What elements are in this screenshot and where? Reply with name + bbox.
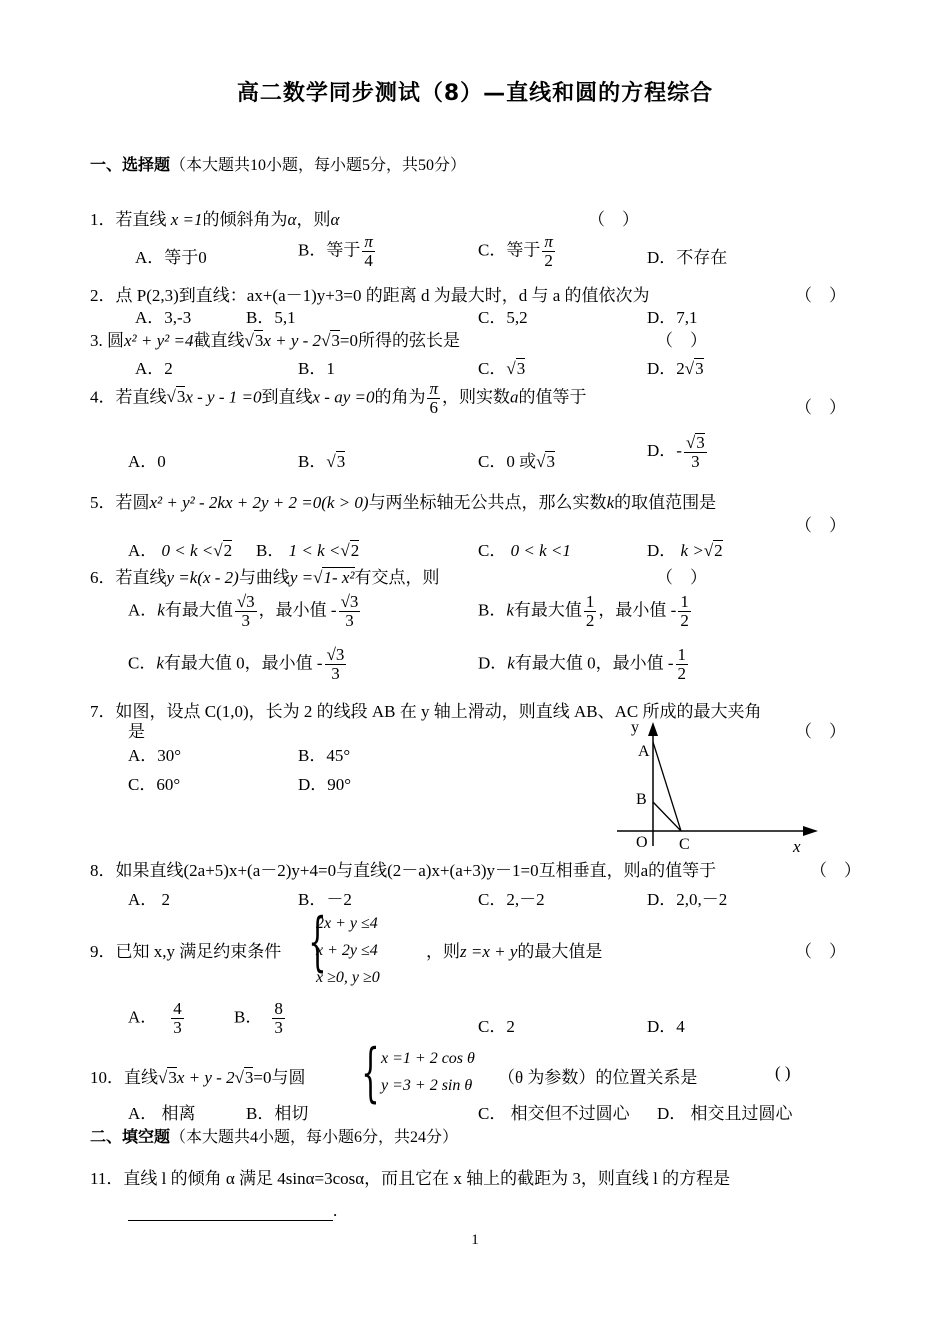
q10-option-a: A． 相离 [128,1104,196,1123]
q4-stem-post2: 的值等于 [518,387,587,407]
sqrt-sign [506,359,515,378]
q4-radicand: 3 [176,387,186,407]
q10-parametric [381,1045,475,1099]
section-label: 二、填空题 [90,1127,171,1146]
y-axis-label: y [631,719,639,736]
question-5 [90,488,716,513]
q6-option-d [478,646,690,683]
q5-option-d-radicand: 2 [714,541,723,560]
q6-option-a-text: 有最大值 [164,600,233,620]
sqrt-sign [686,433,695,452]
fraction-numerator: √3 [326,645,345,664]
sqrt-sign [158,1068,167,1087]
question-9: 9．已知 x,y 满足约束条件 [90,942,282,961]
fraction-numerator: π [429,379,438,398]
q10-radicand: 3 [168,1068,177,1087]
q3-stem: 3. 圆 [90,331,124,350]
q1-answer-paren: （ ） [588,210,639,229]
fraction-numerator: π [364,232,373,251]
fraction-denominator: 2 [680,610,689,630]
sqrt-sign [326,452,335,471]
q2-option-a: A．3,-3 [135,308,192,327]
question-4 [90,380,587,417]
q3-answer-paren: （ ） [656,331,707,350]
q10-line-equation: x + y - 2 [176,1068,235,1087]
q5-option-c [478,536,571,561]
q3-circle-equation: x² + y² =4 [124,331,194,350]
q4-line-2: x - ay =0 [312,387,375,407]
q6-option-c-label: C． [128,653,157,673]
section-note: （本大题共4小题，每小题6分，共24分） [170,1129,459,1146]
q5-option-a [128,536,232,561]
q1-number: 1． [90,210,116,229]
q7-stem-line2: 是 [128,722,145,741]
q9-option-b [234,1000,287,1037]
q8-option-c: C．2,－2 [478,890,545,909]
point-a-label: A [638,743,650,760]
q4-option-d [647,433,709,471]
q1-alpha: α [287,210,297,229]
sqrt-sign [321,331,330,350]
q9-option-b-label: B． [234,1007,263,1027]
q10-answer-paren: ( ) [775,1063,791,1082]
q6-option-b-text2: ，最小值 - [598,600,677,620]
q10-param-x: x =1 + 2 cos θ [381,1050,475,1067]
q4-stem-mid2: 的角为 [374,387,426,407]
q9-option-a [128,1000,186,1037]
q6-variable-k: k [156,653,164,673]
q4-line-1: x - y - 1 =0 [185,387,262,407]
q9-constraint-1: 2x + y ≤4 [316,915,378,932]
sqrt-sign [704,541,713,560]
answer-line[interactable] [128,1202,333,1221]
q10-stem-post: （θ 为参数）的位置关系是 [498,1068,698,1087]
q3-option-b: B．1 [298,359,335,378]
fraction-denominator: 6 [429,397,438,417]
q10-stem-mid: 与圆 [271,1068,306,1087]
q2-option-d: D．7,1 [647,308,698,327]
q4-answer-paren: （ ） [795,398,846,417]
q4-option-b-label: B． [298,452,327,471]
fraction-numerator: 8 [274,999,283,1018]
section-heading-choice [90,152,466,175]
sqrt-sign [313,568,322,587]
q1-equation: x =1 [170,210,203,229]
sqrt-sign [213,541,222,560]
sqrt-sign [244,331,253,350]
q3-option-d-label: D． [647,359,677,378]
q4-option-c [478,447,555,472]
q1-option-b-label: B．等于 [298,240,361,260]
q6-option-b-max [584,593,597,630]
q1-option-a: A．等于0 [135,248,207,267]
q10-option-c: C． 相交但不过圆心 [478,1104,630,1123]
q1-option-c [478,233,557,270]
q8-answer-paren: （ ） [810,861,861,880]
q6-option-a [128,593,362,630]
q7-answer-paren: （ ） [795,722,846,741]
q1-option-c-label: C．等于 [478,240,541,260]
fraction-numerator: π [544,232,553,251]
q10-param-y: y =3 + 2 sin θ [381,1077,473,1094]
q3-line-equation-end: =0 [339,331,358,350]
question-3 [90,326,460,351]
q6-option-c [128,646,348,683]
fraction-numerator: 1 [680,592,689,611]
q10-option-b: B．相切 [246,1104,309,1123]
q1-alpha2: α [330,210,340,229]
q6-option-a-text2: ，最小值 - [258,600,337,620]
origin-label: O [636,834,648,851]
q9-stem-end: 的最大值是 [517,942,603,961]
q6-option-b [478,593,693,630]
sqrt-sign [235,1068,244,1087]
q7-coordinate-figure [600,712,830,862]
q3-stem-post: 所得的弦长是 [358,331,460,350]
fraction-denominator: 3 [274,1017,283,1037]
q5-option-b [256,536,359,561]
q4-variable-a: a [510,387,519,407]
question-8: 8．如果直线(2a+5)x+(a－2)y+4=0与直线(2－a)x+(a+3)y－1=0互相垂直，则a的值等于 [90,861,717,880]
q5-option-d-label: D． [647,541,677,560]
q3-option-d-coef: 2 [676,359,685,378]
q1-option-b-fraction [362,233,375,270]
q2-option-c: C．5,2 [478,308,528,327]
q5-option-d [647,536,723,561]
q4-option-b-radicand: 3 [336,452,346,471]
x-axis-arrow-icon [803,826,818,836]
q1-stem-d: ，则 [296,210,331,229]
q10-option-d: D． 相交且过圆心 [657,1104,793,1123]
q5-variable-k: k [606,493,615,512]
q4-option-c-label: C．0 或 [478,452,537,471]
q9-constraints [316,910,380,991]
q1-stem: 若直线 [115,210,167,229]
section-note: （本大题共10小题，每小题5分，共50分） [170,157,467,174]
point-c-label: C [679,836,690,853]
fraction-numerator: 4 [173,999,182,1018]
q6-variable-k: k [507,653,515,673]
fraction-denominator: 3 [331,663,340,683]
fraction-denominator: 3 [345,610,354,630]
q6-curve-equation: y = [289,568,314,587]
sqrt-sign [685,359,694,378]
q4-angle-fraction [427,380,440,417]
q7-option-d: D．90° [298,775,352,794]
page-number: 1 [471,1232,479,1248]
q4-option-d-fraction [684,433,707,471]
page-title: 高二数学同步测试（8）—直线和圆的方程综合 [236,81,714,106]
q3-radicand: 3 [254,331,264,350]
q1-stem-c: 的倾斜角为 [202,210,288,229]
q6-option-a-min [339,593,361,630]
q4-option-d-radicand: 3 [696,433,705,452]
q3-option-d-radicand: 3 [695,359,704,378]
q11-end-period: . [333,1201,338,1220]
q5-option-b-radicand: 2 [350,541,360,560]
q5-stem: 5．若圆 [90,493,150,512]
q10-brace: { [361,1036,380,1110]
q3-option-c [478,354,525,379]
q5-answer-paren: （ ） [795,516,846,535]
q9-objective: z =x + y [460,942,518,961]
q5-option-b-label: B． [256,541,285,560]
sqrt-sign [167,387,176,406]
q1-option-c-fraction [542,233,555,270]
q7-option-a: A．30° [128,746,182,765]
fraction-denominator: 3 [173,1017,182,1037]
q9-brace: { [308,905,327,979]
q4-stem-post: ，则实数 [442,387,510,407]
q4-stem: 4．若直线 [90,387,167,407]
fraction-denominator: 3 [691,451,700,471]
q9-option-d: D．4 [647,1017,685,1036]
fraction-numerator: 1 [677,645,686,664]
q6-curve-radicand: 1- x² [323,568,355,587]
q6-option-b-label: B． [478,600,507,620]
q9-stem-post [426,937,602,962]
q3-radicand-2: 3 [331,331,340,350]
q6-option-d-min [676,646,689,683]
q6-option-d-text: 有最大值 0，最小值 - [514,653,674,673]
fraction-numerator: √3 [236,592,255,611]
question-2: 2．点 P(2,3)到直线：ax+(a－1)y+3=0 的距离 d 为最大时，d 与 a 的值依次为 [90,286,650,305]
q3-option-d [647,354,704,379]
q7-option-c: C．60° [128,775,181,794]
fraction-denominator: 3 [241,610,250,630]
fraction-numerator [684,433,707,453]
q4-option-b [298,447,345,472]
fraction-denominator: 2 [585,610,595,630]
q6-option-b-min [678,593,691,630]
point-b-label: B [636,791,647,808]
q6-option-a-label: A． [128,600,158,620]
q6-stem-mid: 与曲线 [238,568,290,587]
question-7: 7．如图，设点 C(1,0)，长为 2 的线段 AB 在 y 轴上滑动，则直线 AB、AC 所成的最大夹角 [90,702,762,721]
q10-line-equation-end: =0 [253,1068,272,1087]
q6-option-c-text: 有最大值 0，最小值 - [163,653,323,673]
q6-option-b-text: 有最大值 [513,600,582,620]
section-label: 一、选择题 [90,155,171,174]
q6-line-equation: y =k(x - 2) [166,568,239,587]
q5-option-b-expr: 1 < k < [288,541,341,560]
sqrt-sign [536,452,545,471]
fraction-denominator: 2 [677,663,686,683]
q9-answer-paren: （ ） [795,942,846,961]
q9-option-a-label: A． [128,1007,158,1027]
question-11: 11．直线 l 的倾角 α 满足 4sinα=3cosα，而且它在 x 轴上的截距为 3，则直线 l 的方程是 [90,1169,731,1188]
q5-option-c-expr: 0 < k <1 [510,541,571,560]
q6-option-a-max [235,593,257,630]
q4-option-d-label: D．- [647,440,682,460]
q5-stem-post: 与两坐标轴无公共点，那么实数 [368,493,607,512]
q9-constraint-2: x + 2y ≤4 [316,942,378,959]
question-10 [90,1063,306,1088]
q3-stem-mid: 截直线 [193,331,245,350]
q6-stem: 6．若直线 [90,568,167,587]
q8-option-b: B．－2 [298,890,352,909]
q3-option-c-label: C． [478,359,507,378]
q9-option-b-fraction [272,1000,285,1037]
q1-option-d: D．不存在 [647,248,728,267]
q2-answer-paren: （ ） [795,286,846,305]
q8-option-a: A． 2 [128,890,171,909]
fraction-numerator: √3 [340,592,359,611]
q3-option-a: A．2 [135,359,173,378]
q5-circle-equation: x² + y² - 2kx + 2y + 2 =0(k > 0) [149,493,369,512]
q4-stem-mid: 到直线 [261,387,313,407]
q9-option-c: C．2 [478,1017,515,1036]
q4-option-a: A．0 [128,452,166,471]
segment-ac [653,742,681,831]
q6-option-d-label: D． [478,653,508,673]
q5-stem-post2: 的取值范围是 [614,493,717,512]
q5-option-a-expr: 0 < k < [161,541,214,560]
q5-option-c-label: C． [478,541,507,560]
q8-option-d: D．2,0,－2 [647,890,728,909]
q6-stem-post: 有交点，则 [354,568,440,587]
y-axis-arrow-icon [648,722,658,736]
fraction-denominator: 2 [544,250,553,270]
q4-option-c-radicand: 3 [546,452,555,471]
question-1 [90,205,339,230]
q10-stem: 10．直线 [90,1068,158,1087]
fraction-denominator: 4 [364,250,373,270]
q3-option-c-radicand: 3 [516,359,526,378]
section-heading-fill [90,1124,458,1147]
q3-line-equation: x + y - 2 [263,331,322,350]
q6-answer-paren: （ ） [656,568,707,587]
fraction-numerator: 1 [585,592,595,611]
q2-option-b: B．5,1 [246,308,296,327]
q10-radicand-2: 3 [244,1068,254,1087]
q5-option-a-label: A． [128,541,158,560]
q9-stem-mid: ，则 [426,942,460,961]
sqrt-sign [340,541,349,560]
q9-option-a-fraction [171,1000,184,1037]
q9-constraint-3: x ≥0, y ≥0 [316,969,380,986]
q6-option-c-min [325,646,347,683]
q6-variable-k: k [506,600,514,620]
x-axis-label: x [793,837,801,856]
q7-option-b: B．45° [298,746,351,765]
q6-variable-k: k [157,600,165,620]
question-6 [90,563,440,588]
q11-answer-blank[interactable] [128,1201,337,1221]
q5-option-a-radicand: 2 [223,541,233,560]
q5-option-d-expr: k > [680,541,704,560]
q1-option-b [298,233,377,270]
